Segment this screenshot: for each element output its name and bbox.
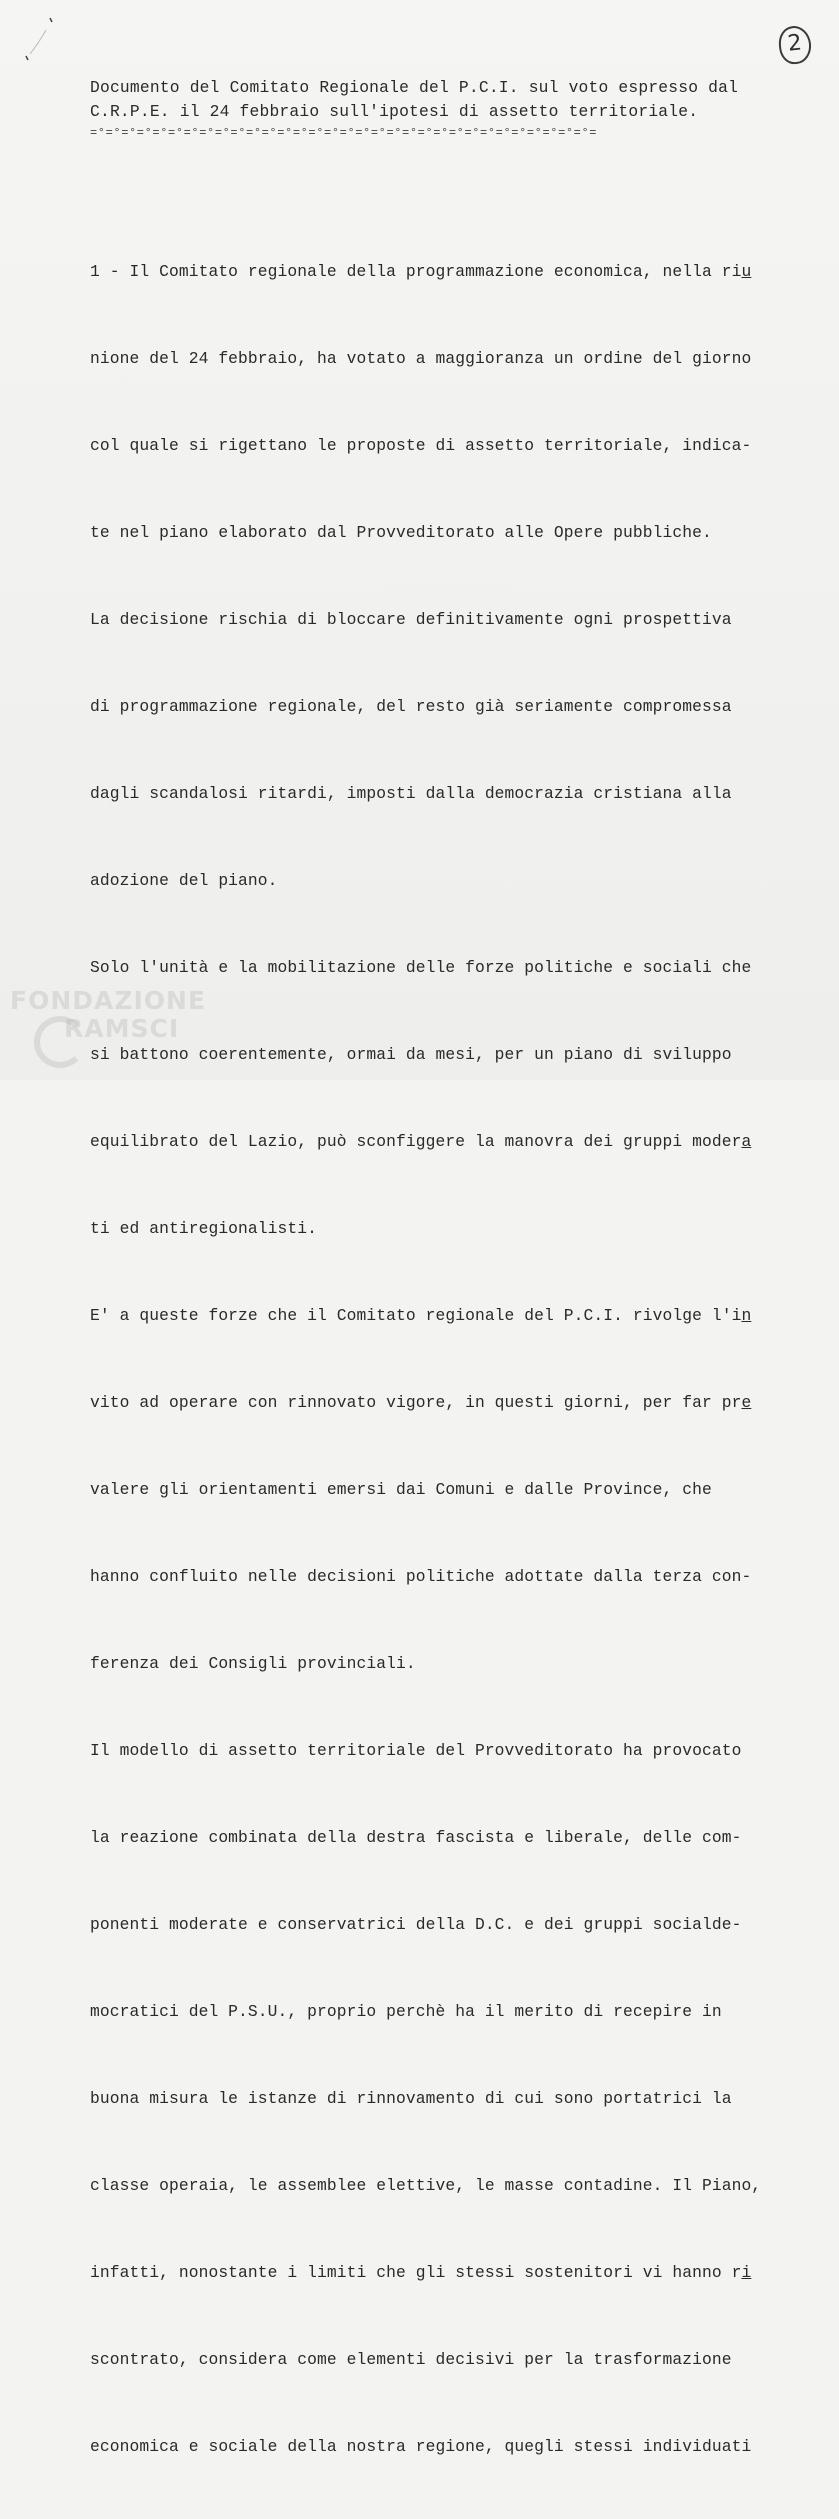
text-line: scontrato, considera come elementi decisivi per la trasformazione [90, 2350, 732, 2369]
text-line: nione del 24 febbraio, ha votato a maggioranza un ordine del giorno [90, 349, 752, 368]
text-line: equilibrato del Lazio, può sconfiggere la manovra dei gruppi modera [90, 1132, 752, 1151]
watermark-line-2: RAMSCI [64, 1014, 180, 1043]
text-line: ferenza dei Consigli provinciali. [90, 1654, 416, 1673]
text-line: ponenti moderate e conservatrici della D.C. e dei gruppi socialde- [90, 1915, 742, 1934]
text-line: col quale si rigettano le proposte di assetto territoriale, indica- [90, 436, 752, 455]
fondazione-gramsci-watermark [4, 986, 207, 1076]
title-line-2: C.R.P.E. il 24 febbraio sull'ipotesi di assetto territoriale. [90, 102, 699, 121]
text-line: dagli scandalosi ritardi, imposti dalla democrazia cristiana alla [90, 784, 732, 803]
text-line: economica e sociale della nostra regione, quegli stessi individuati [90, 2437, 752, 2456]
document-title [90, 76, 790, 124]
title-underline-rule: =°=°=°=°=°=°=°=°=°=°=°=°=°=°=°=°=°=°=°=°=°=°=°=°=°=°=°=°=°=°=°=°= [90, 126, 598, 140]
body-text [90, 199, 810, 2519]
text-line: infatti, nonostante i limiti che gli stessi sostenitori vi hanno ri [90, 2263, 752, 2282]
text-line: 1 - Il Comitato regionale della programmazione economica, nella riu [90, 262, 752, 281]
text-line: buona misura le istanze di rinnovamento di cui sono portatrici la [90, 2089, 732, 2108]
text-line: Il modello di assetto territoriale del Provveditorato ha provocato [90, 1741, 742, 1760]
text-line: la reazione combinata della destra fascista e liberale, delle com- [90, 1828, 742, 1847]
text-line: adozione del piano. [90, 871, 278, 890]
text-line: E' a queste forze che il Comitato regionale del P.C.I. rivolge l'in [90, 1306, 752, 1325]
text-line: valere gli orientamenti emersi dai Comuni e dalle Province, che [90, 1480, 712, 1499]
text-line: classe operaia, le assemblee elettive, le masse contadine. Il Piano, [90, 2176, 762, 2195]
title-line-1: Documento del Comitato Regionale del P.C.I. sul voto espresso dal [90, 78, 739, 97]
text-line: di programmazione regionale, del resto già seriamente compromessa [90, 697, 732, 716]
text-line: hanno confluito nelle decisioni politiche adottate dalla terza con- [90, 1567, 752, 1586]
page-number: 2 [777, 24, 813, 65]
text-line: vito ad operare con rinnovato vigore, in questi giorni, per far pre [90, 1393, 752, 1412]
text-line: La decisione rischia di bloccare definitivamente ogni prospettiva [90, 610, 732, 629]
watermark-line-1: FONDAZIONE [10, 986, 207, 1015]
text-line: mocratici del P.S.U., proprio perchè ha il merito di recepire in [90, 2002, 722, 2021]
text-line: si battono coerentemente, ormai da mesi, per un piano di sviluppo [90, 1045, 732, 1064]
text-line: te nel piano elaborato dal Provveditorato alle Opere pubbliche. [90, 523, 712, 542]
text-line: Solo l'unità e la mobilitazione delle forze politiche e sociali che [90, 958, 752, 977]
pen-mark-icon [20, 14, 60, 64]
text-line: ti ed antiregionalisti. [90, 1219, 318, 1238]
